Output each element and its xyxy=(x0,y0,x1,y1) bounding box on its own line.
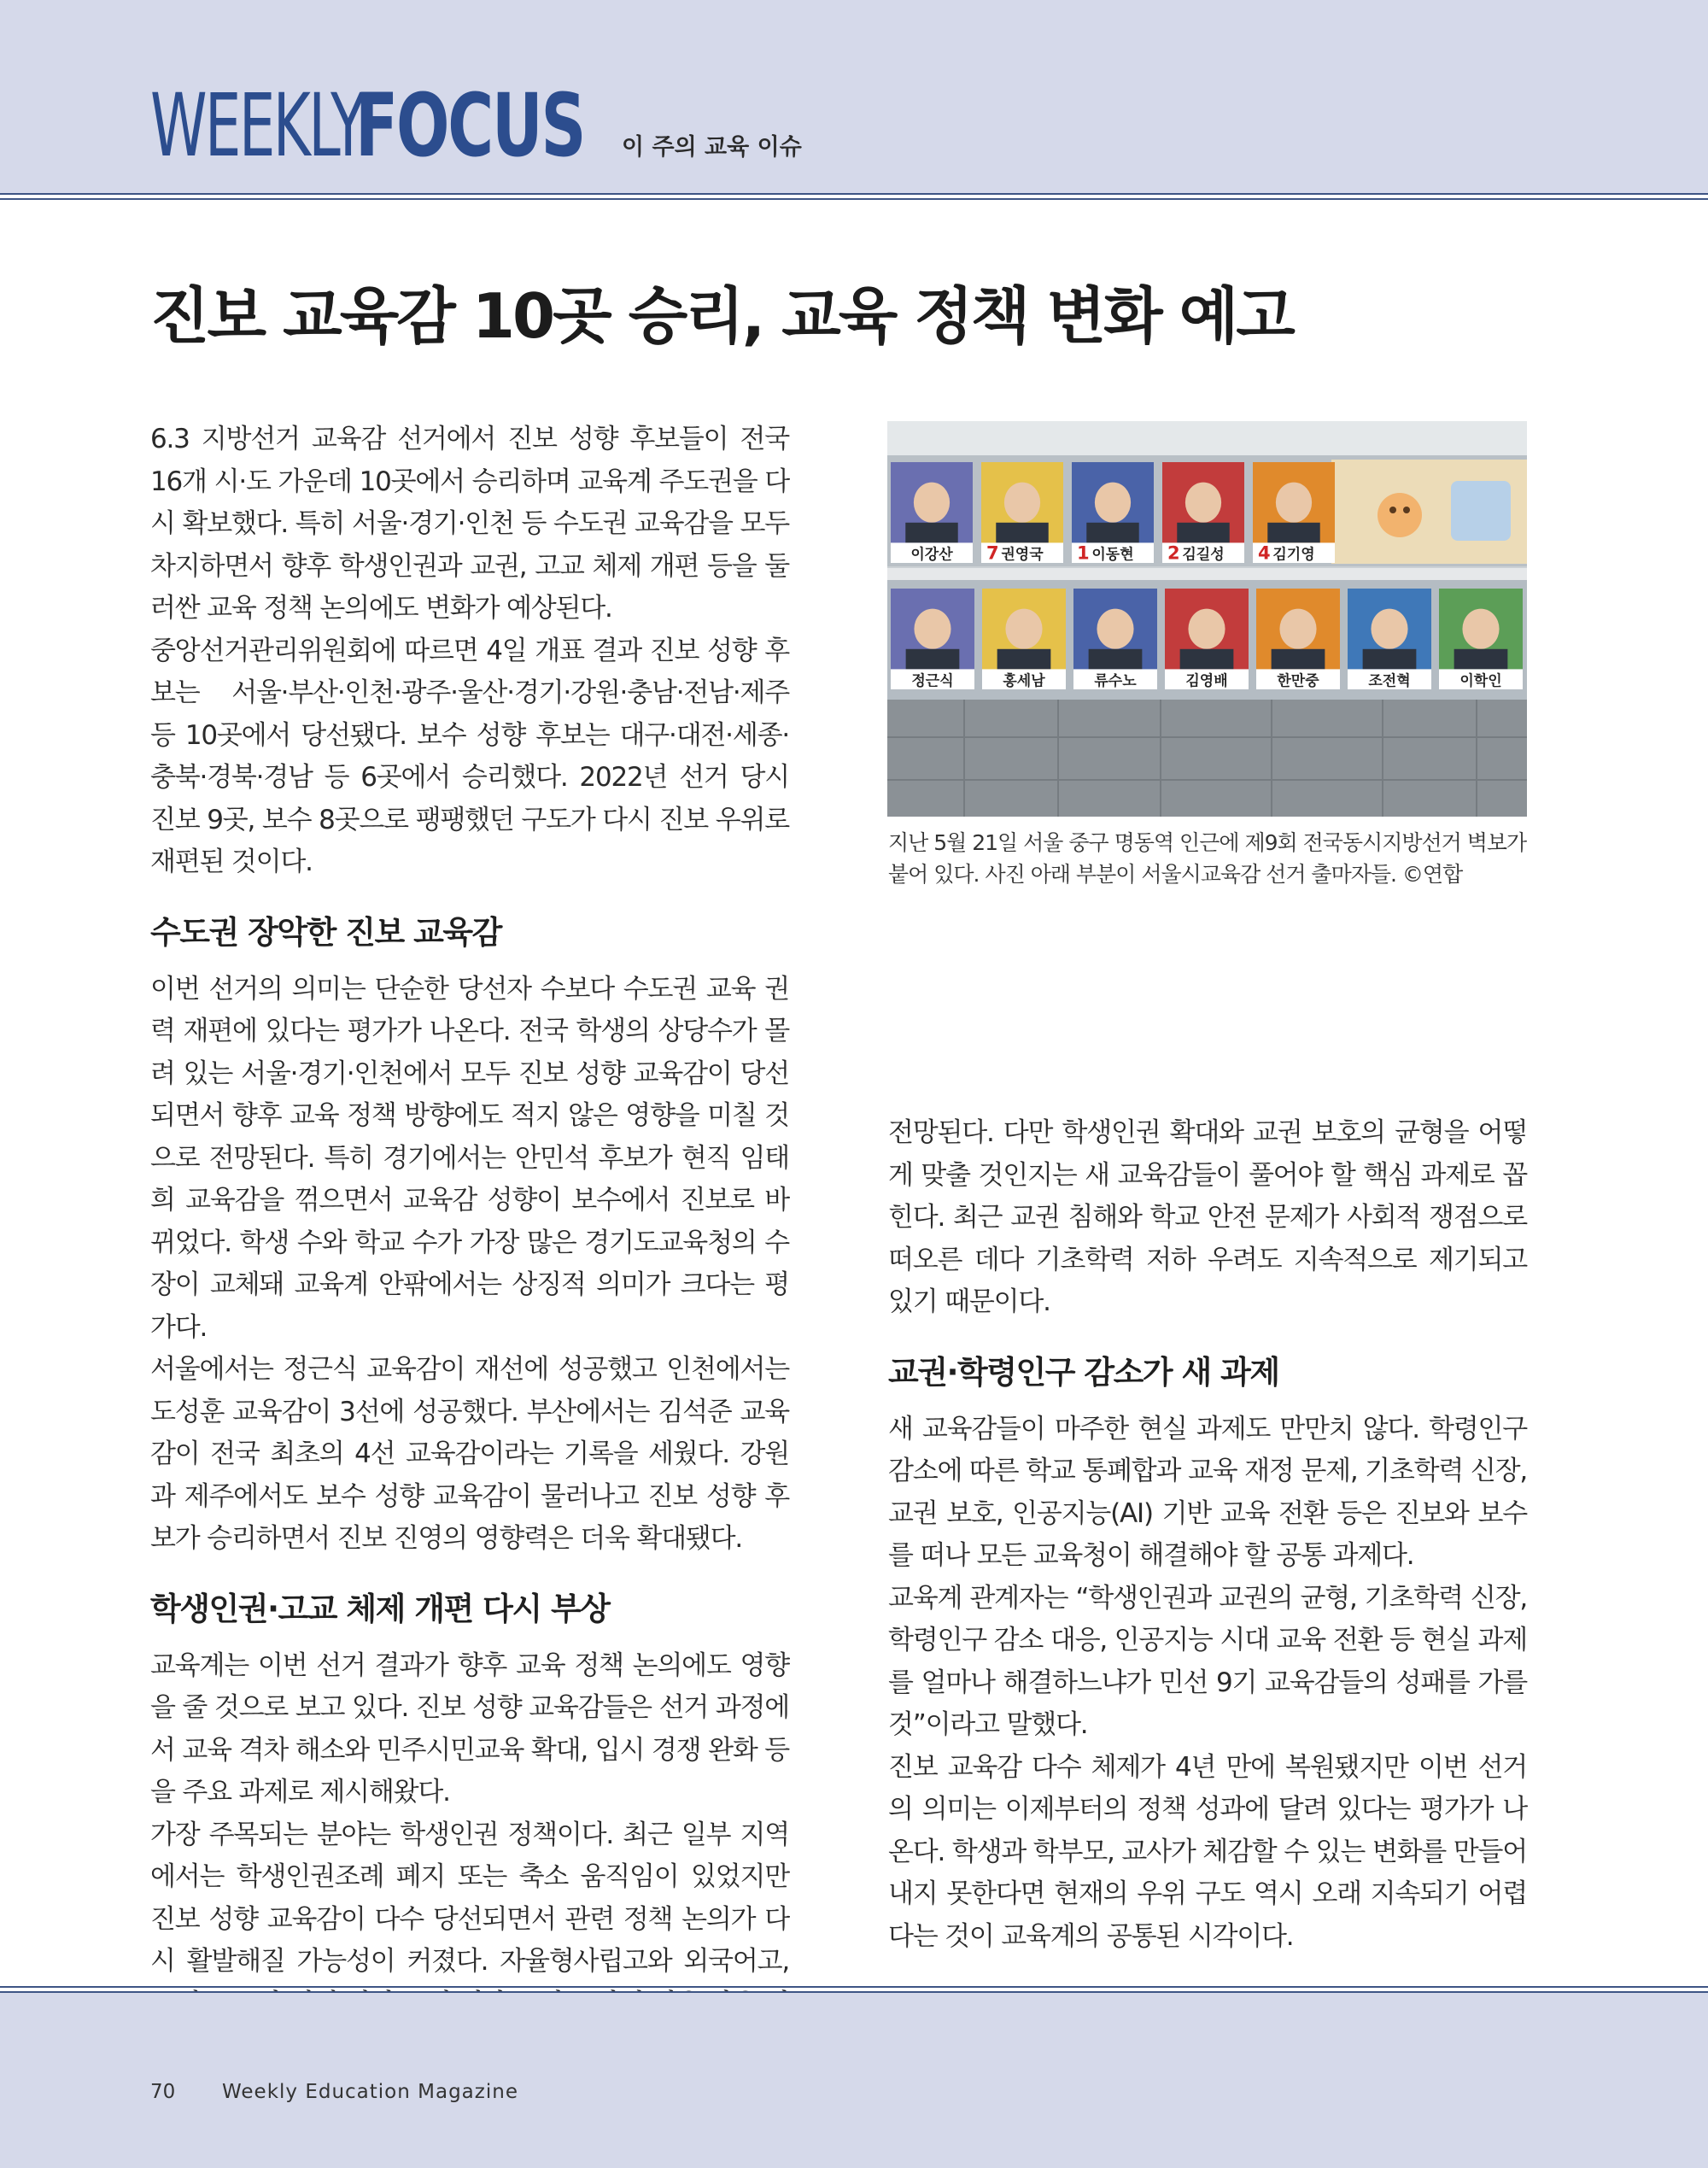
body-paragraph: 새 교육감들이 마주한 현실 과제도 만만치 않다. 학령인구 감소에 따른 학교 통폐합과 교육 재정 문제, 기초학력 신장, 교권 보호, 인공지능(AI) 기반 교육 전환 등은 진보와 보수를 떠나 모든 교육청이 해결해야 할 공통 과제다. xyxy=(888,1413,1527,1571)
body-paragraph: 진보 교육감 다수 체제가 4년 만에 복원됐지만 이번 선거의 의미는 이제부터의 정책 성과에 달려 있다는 평가가 나온다. 학생과 학부모, 교사가 체감할 수 있는 변화를 만들어내지 못한다면 현재의 우위 구도 역시 오래 지속되기 어렵다는 것이 교육계의 공통된 시각이다. xyxy=(888,1751,1527,1952)
campaign-poster xyxy=(982,589,1066,689)
posters-bottom-row xyxy=(891,589,1523,689)
candidate-name: 김기영 xyxy=(1272,546,1315,564)
candidate-name: 정근식 xyxy=(911,672,954,690)
candidate-name: 이강산 xyxy=(910,546,953,564)
header-rule xyxy=(0,198,1708,200)
campaign-poster xyxy=(891,589,974,689)
candidate-name: 이학인 xyxy=(1459,672,1502,690)
body-paragraph: 전망된다. 다만 학생인권 확대와 교권 보호의 균형을 어떻게 맞출 것인지는 새 교육감들이 풀어야 할 핵심 과제로 꼽힌다. 최근 교권 침해와 학교 안전 문제가 사회적 쟁점으로 떠오른 데다 기초학력 저하 우려도 지속적으로 제기되고 있기 때문이다. xyxy=(888,1117,1527,1317)
campaign-poster xyxy=(981,462,1063,563)
body-paragraph: 교육계 관계자는 “학생인권과 교권의 균형, 기초학력 신장, 학령인구 감소 대응, 인공지능 시대 교육 전환 등 현실 과제를 얼마나 해결하느냐가 민선 9기 교육감들의 성패를 가를 것”이라고 말했다. xyxy=(888,1582,1527,1740)
candidate-number: 7 xyxy=(986,542,999,564)
candidate-number: 2 xyxy=(1167,542,1180,564)
article-left-column xyxy=(150,419,789,2068)
campaign-poster xyxy=(1165,589,1249,689)
section-tagline: 이 주의 교육 이슈 xyxy=(622,134,802,161)
body-paragraph: 이번 선거의 의미는 단순한 당선자 수보다 수도권 교육 권력 재편에 있다는 평가가 나온다. 전국 학생의 상당수가 몰려 있는 서울·경기·인천에서 모두 진보 성향 교육감이 당선되면서 향후 교육 정책 방향에도 적지 않은 영향을 미칠 것으로 전망된다. 특히 경기에서는 안민석 후보가 현직 임태희 교육감을 꺾으면서 교육감 성향이 보수에서 진보로 바뀌었다. 학생 수와 학교 수가 가장 많은 경기도교육청의 수장이 교체돼 교육계 안팎에서는 상징적 의미가 크다는 평가다. xyxy=(150,973,789,1343)
campaign-poster xyxy=(891,462,973,563)
footer-rule xyxy=(0,1986,1708,1988)
candidate-name: 권영국 xyxy=(1001,546,1044,564)
body-paragraph: 서울에서는 정근식 교육감이 재선에 성공했고 인천에서는 도성훈 교육감이 3선에 성공했다. 부산에서는 김석준 교육감이 전국 최초의 4선 교육감이라는 기록을 세웠다. 강원과 제주에서도 보수 성향 교육감이 물러나고 진보 성향 후보가 승리하면서 진보 진영의 영향력은 더욱 확대됐다. xyxy=(150,1354,789,1554)
candidate-name: 김길성 xyxy=(1182,546,1225,564)
campaign-poster xyxy=(1348,589,1431,689)
candidate-name: 홍세남 xyxy=(1003,672,1045,690)
article-title: 진보 교육감 10곳 승리, 교육 정책 변화 예고 xyxy=(150,280,1293,352)
header-rule xyxy=(0,193,1708,195)
candidate-name: 김영배 xyxy=(1185,672,1228,690)
posters-top-row xyxy=(891,462,1335,563)
logo-weekly: WEEKLY xyxy=(150,75,364,177)
body-paragraph: 교육계는 이번 선거 결과가 향후 교육 정책 논의에도 영향을 줄 것으로 보고 있다. 진보 성향 교육감들은 선거 과정에서 교육 격차 해소와 민주시민교육 확대, 입시 경쟁 완화 등을 주요 과제로 제시해왔다. xyxy=(150,1649,789,1808)
weekly-focus-logo xyxy=(150,72,586,177)
candidate-name: 한만중 xyxy=(1277,672,1319,690)
body-paragraph: 6.3 지방선거 교육감 선거에서 진보 성향 후보들이 전국 16개 시·도 가운데 10곳에서 승리하며 교육계 주도권을 다시 확보했다. 특히 서울·경기·인천 등 수도권 교육감을 모두 차지하면서 향후 학생인권과 교권, 고교 체제 개편 등을 둘러싼 교육 정책 논의에도 변화가 예상된다. xyxy=(150,424,789,624)
candidate-name: 이동현 xyxy=(1091,546,1134,564)
campaign-poster xyxy=(1439,589,1523,689)
section-heading: 학생인권·고교 체제 개편 다시 부상 xyxy=(150,1590,610,1627)
page-number: 70 xyxy=(150,2081,176,2103)
body-paragraph: 중앙선거관리위원회에 따르면 4일 개표 결과 진보 성향 후보는 서울·부산·인천·광주·울산·경기·강원·충남·전남·제주 등 10곳에서 당선됐다. 보수 성향 후보는 대구·대전·세종·충북·경북·경남 등 6곳에서 승리했다. 2022년 선거 당시 진보 9곳, 보수 8곳으로 팽팽했던 구도가 다시 진보 우위로 재편된 것이다. xyxy=(150,635,789,877)
photo-illustration xyxy=(887,421,1527,817)
campaign-poster xyxy=(1256,589,1340,689)
photo-caption: 지난 5월 21일 서울 중구 명동역 인근에 제9회 전국동시지방선거 벽보가 붙어 있다. 사진 아래 부분이 서울시교육감 선거 출마자들. ©연합 xyxy=(888,830,1527,887)
campaign-poster xyxy=(1072,462,1154,563)
candidate-name: 류수노 xyxy=(1094,672,1137,690)
election-posters-photo xyxy=(887,421,1527,817)
campaign-poster xyxy=(1073,589,1157,689)
candidate-number: 4 xyxy=(1258,542,1271,564)
section-heading: 수도권 장악한 진보 교육감 xyxy=(150,913,501,951)
logo-focus: FOCUS xyxy=(355,75,585,177)
campaign-poster xyxy=(1162,462,1244,563)
magazine-name: Weekly Education Magazine xyxy=(222,2081,518,2103)
candidate-number: 1 xyxy=(1077,542,1090,564)
article-right-column xyxy=(888,1112,1527,1958)
campaign-poster xyxy=(1253,462,1335,563)
candidate-name: 조전혁 xyxy=(1368,672,1411,690)
section-heading: 교권·학령인구 감소가 새 과제 xyxy=(888,1353,1279,1391)
body-paragraph: 가장 주목되는 분야는 학생인권 정책이다. 최근 일부 지역에서는 학생인권조례 폐지 또는 축소 움직임이 있었지만 진보 성향 교육감이 다수 당선되면서 관련 정책 논의가 다시 활발해질 가능성이 커졌다. 자율형사립고와 외국어고, xyxy=(150,1819,789,1977)
